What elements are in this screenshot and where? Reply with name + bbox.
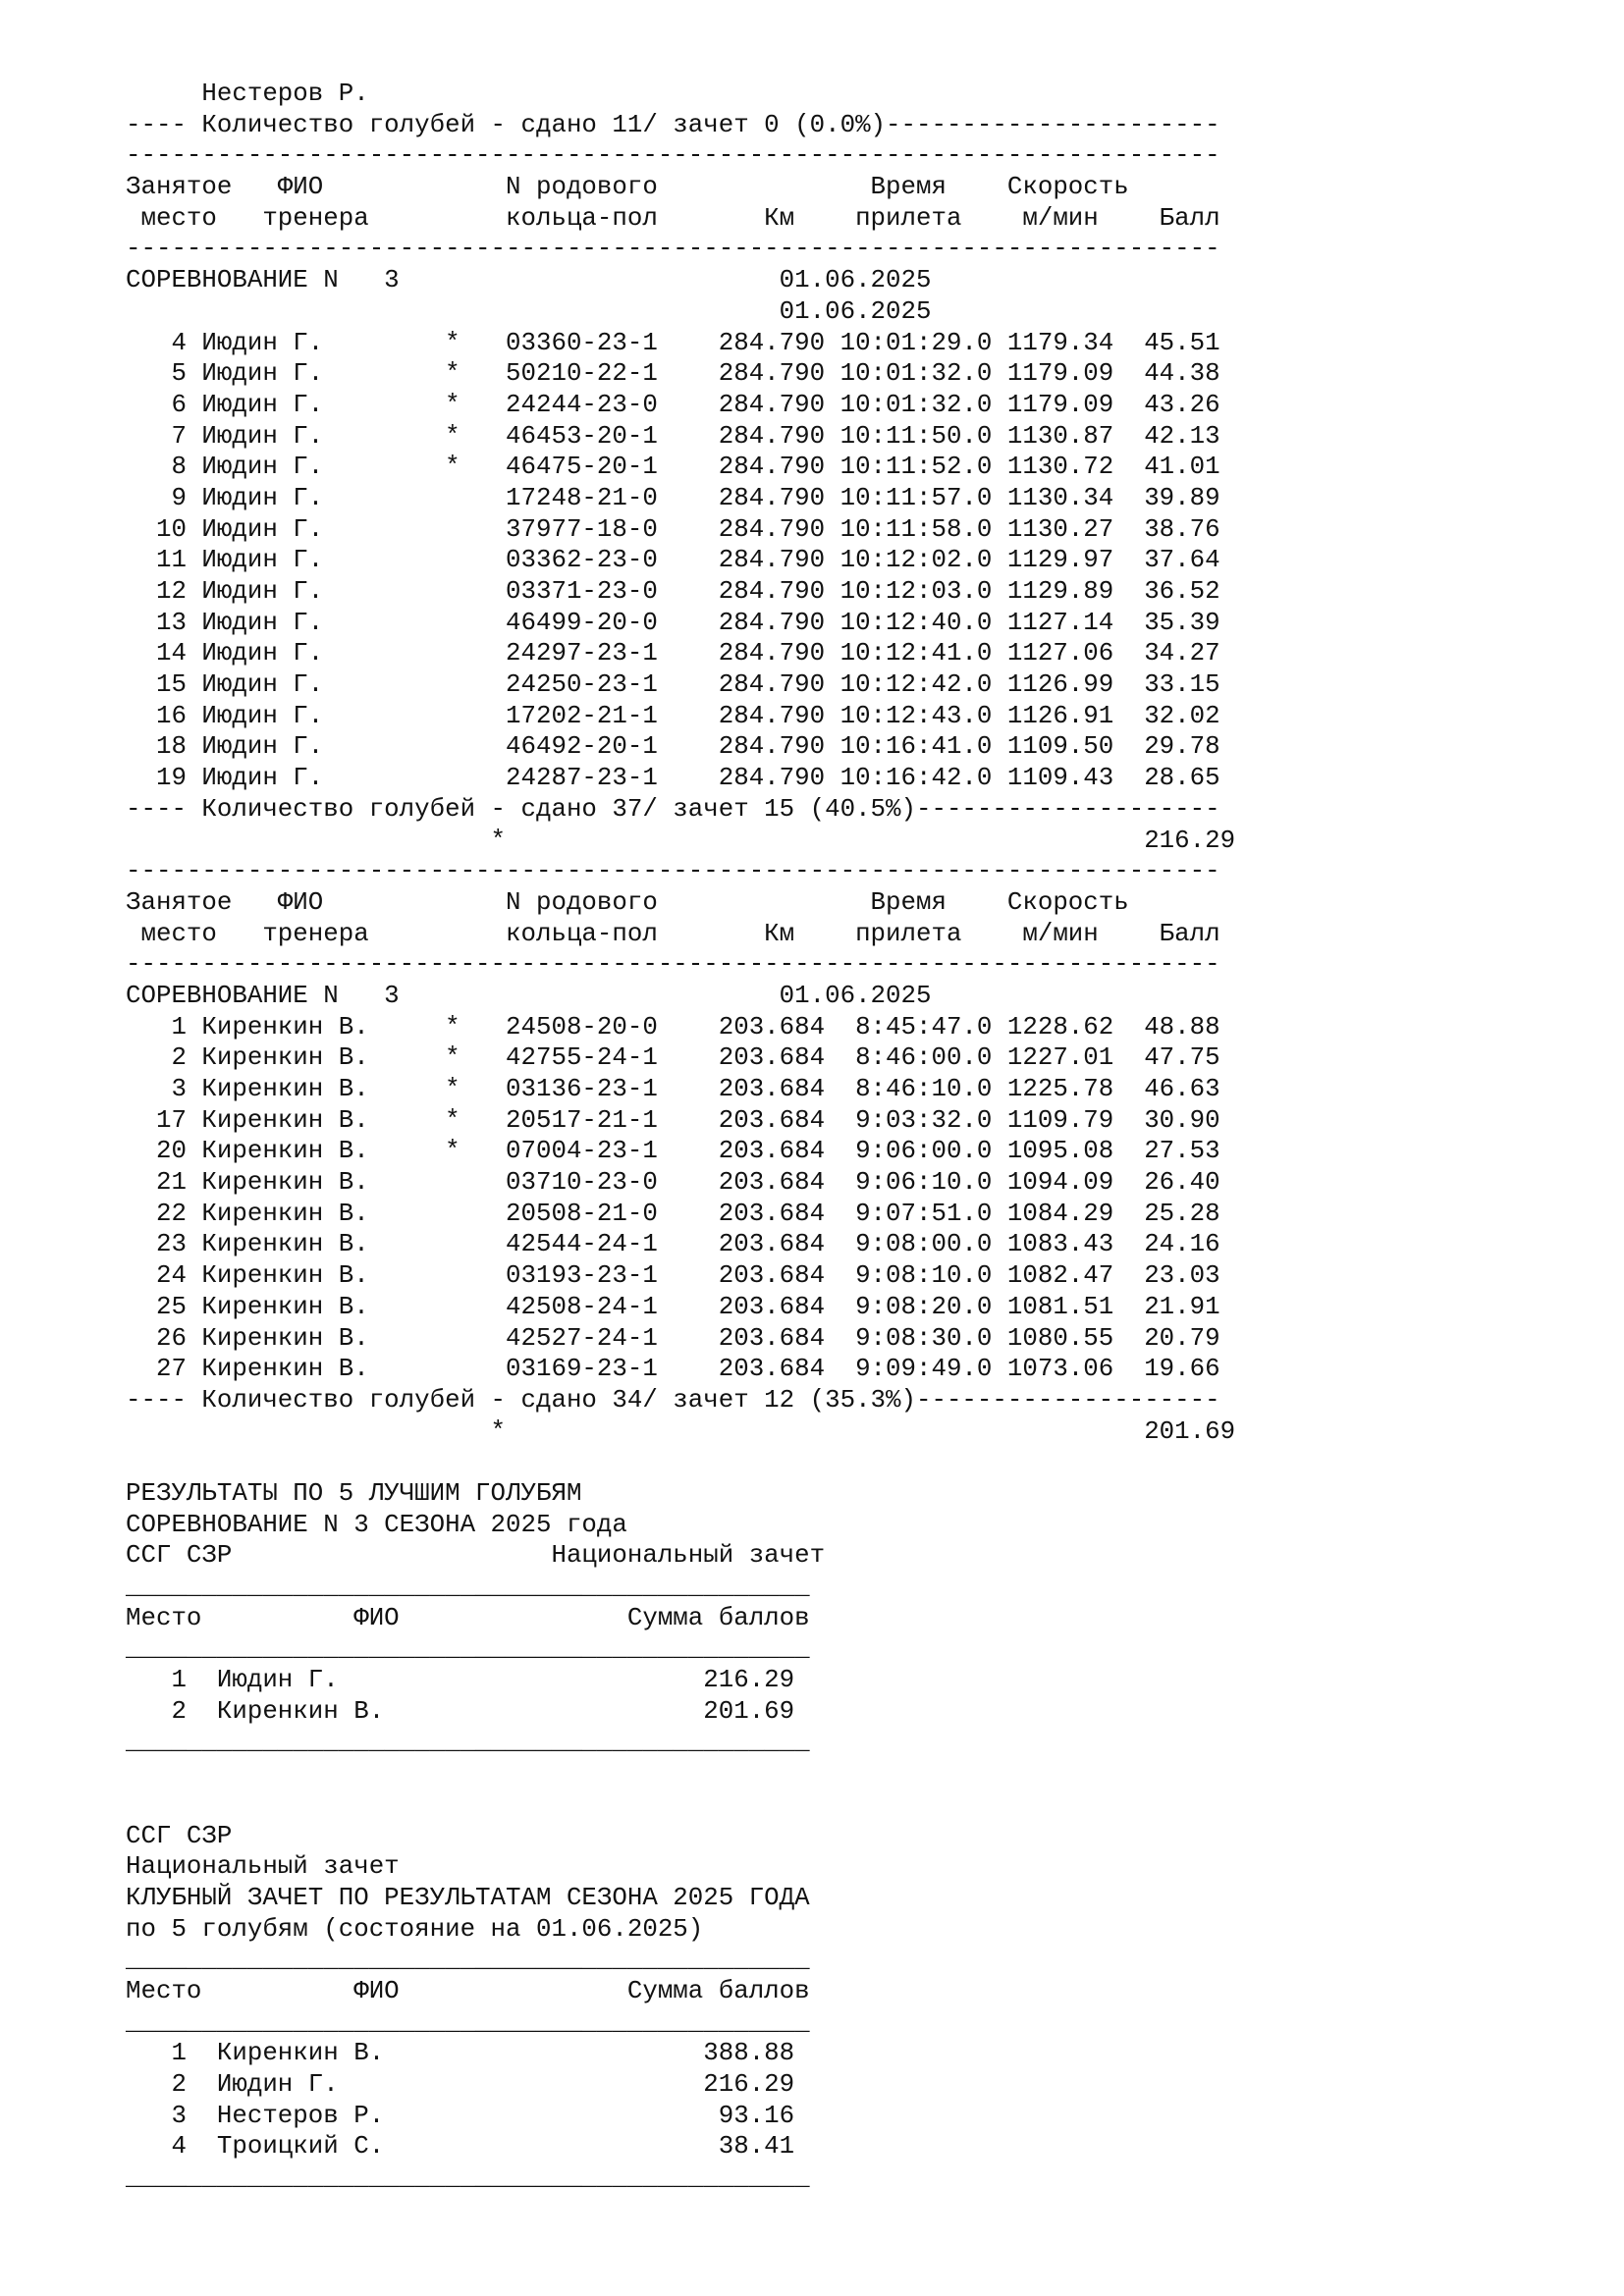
report-line: 4 Июдин Г. * 03360-23-1 284.790 10:01:29.0 1179.34 45.51 [126,328,1220,357]
report-line: 2 Июдин Г. 216.29 [126,2070,795,2099]
report-line: ------------------------------------------------------------------------ [126,950,1220,980]
report-line: РЕЗУЛЬТАТЫ ПО 5 ЛУЧШИМ ГОЛУБЯМ [126,1478,582,1508]
report-line [126,1758,1235,1789]
report-line: _____________________________________________ [126,2163,810,2193]
report-line: * 201.69 [126,1416,1236,1446]
report-line: Занятое ФИО N родового Время Скорость [126,887,1129,917]
report-line: ---- Количество голубей - сдано 37/ зачет 15 (40.5%)-------------------- [126,794,1220,824]
report-line: КЛУБНЫЙ ЗАЧЕТ ПО РЕЗУЛЬТАТАМ СЕЗОНА 2025 ГОДА [126,1883,810,1912]
report-line: _____________________________________________ [126,1573,810,1601]
report-line: Национальный зачет [126,1852,400,1882]
report-line: 19 Июдин Г. 24287-23-1 284.790 10:16:42.0 1109.43 28.65 [126,764,1220,793]
report-line: ССГ СЗР [126,1821,233,1850]
report-line: Место ФИО Сумма баллов [126,1976,810,2005]
report-line: 13 Июдин Г. 46499-20-0 284.790 10:12:40.0 1127.14 35.39 [126,608,1220,637]
report-line [126,1447,1235,1478]
report-line: СОРЕВНОВАНИЕ N 3 01.06.2025 [126,981,932,1010]
report-line: место тренера кольца-пол Км прилета м/мин Балл [126,919,1220,948]
report-line: 11 Июдин Г. 03362-23-0 284.790 10:12:02.0 1129.97 37.64 [126,546,1220,575]
report-line: 14 Июдин Г. 24297-23-1 284.790 10:12:41.0 1127.06 34.27 [126,639,1220,668]
report-line: 3 Киренкин В. * 03136-23-1 203.684 8:46:10.0 1225.78 46.63 [126,1075,1220,1103]
report-line: 2 Киренкин В. 201.69 [126,1696,795,1726]
report-document [126,79,1235,2194]
report-line: 1 Июдин Г. 216.29 [126,1666,795,1695]
report-line: 16 Июдин Г. 17202-21-1 284.790 10:12:43.0 1126.91 32.02 [126,701,1220,730]
report-line: * 216.29 [126,826,1236,855]
report-line: 23 Киренкин В. 42544-24-1 203.684 9:08:00.0 1083.43 24.16 [126,1230,1220,1259]
report-line: _____________________________________________ [126,2007,810,2037]
report-line: Место ФИО Сумма баллов [126,1603,810,1632]
report-line: 5 Июдин Г. * 50210-22-1 284.790 10:01:32.0 1179.09 44.38 [126,359,1220,389]
report-line: 10 Июдин Г. 37977-18-0 284.790 10:11:58.0 1130.27 38.76 [126,514,1220,544]
report-line: 8 Июдин Г. * 46475-20-1 284.790 10:11:52.0 1130.72 41.01 [126,453,1220,482]
report-line: 01.06.2025 [126,296,932,326]
report-line: 1 Киренкин В. 388.88 [126,2039,795,2068]
report-line: ---- Количество голубей - сдано 11/ зачет 0 (0.0%)---------------------- [126,110,1220,139]
report-line: СОРЕВНОВАНИЕ N 3 01.06.2025 [126,266,932,295]
report-line: 27 Киренкин В. 03169-23-1 203.684 9:09:49.0 1073.06 19.66 [126,1355,1220,1384]
report-line: 15 Июдин Г. 24250-23-1 284.790 10:12:42.0 1126.99 33.15 [126,670,1220,700]
report-line: _____________________________________________ [126,1728,810,1757]
report-line: Занятое ФИО N родового Время Скорость [126,173,1129,202]
report-line: 12 Июдин Г. 03371-23-0 284.790 10:12:03.0 1129.89 36.52 [126,577,1220,606]
report-line: 4 Троицкий С. 38.41 [126,2132,795,2162]
report-line: ССГ СЗР Национальный зачет [126,1541,826,1571]
report-line: 24 Киренкин В. 03193-23-1 203.684 9:08:10.0 1082.47 23.03 [126,1261,1220,1291]
report-line: _____________________________________________ [126,1946,810,1975]
report-line: 7 Июдин Г. * 46453-20-1 284.790 10:11:50.0 1130.87 42.13 [126,421,1220,451]
report-line: 6 Июдин Г. * 24244-23-0 284.790 10:01:32.0 1179.09 43.26 [126,390,1220,419]
report-line: 1 Киренкин В. * 24508-20-0 203.684 8:45:47.0 1228.62 48.88 [126,1012,1220,1041]
report-line: 18 Июдин Г. 46492-20-1 284.790 10:16:41.0 1109.50 29.78 [126,732,1220,762]
report-line: 17 Киренкин В. * 20517-21-1 203.684 9:03:32.0 1109.79 30.90 [126,1105,1220,1135]
report-line: 9 Июдин Г. 17248-21-0 284.790 10:11:57.0 1130.34 39.89 [126,483,1220,512]
report-line [126,1789,1235,1821]
report-line: 22 Киренкин В. 20508-21-0 203.684 9:07:51.0 1084.29 25.28 [126,1199,1220,1228]
report-line: 25 Киренкин В. 42508-24-1 203.684 9:08:20.0 1081.51 21.91 [126,1292,1220,1321]
report-line: 3 Нестеров Р. 93.16 [126,2101,795,2130]
report-line: 21 Киренкин В. 03710-23-0 203.684 9:06:10.0 1094.09 26.40 [126,1168,1220,1198]
report-line: СОРЕВНОВАНИЕ N 3 СЕЗОНА 2025 года [126,1510,627,1539]
report-line: 26 Киренкин В. 42527-24-1 203.684 9:08:30.0 1080.55 20.79 [126,1323,1220,1353]
report-line: 2 Киренкин В. * 42755-24-1 203.684 8:46:00.0 1227.01 47.75 [126,1043,1220,1073]
report-line: ---- Количество голубей - сдано 34/ зачет 12 (35.3%)-------------------- [126,1385,1220,1415]
report-line: _____________________________________________ [126,1634,810,1664]
report-line: ------------------------------------------------------------------------ [126,141,1220,171]
report-line: ------------------------------------------------------------------------ [126,235,1220,264]
report-line: 20 Киренкин В. * 07004-23-1 203.684 9:06:00.0 1095.08 27.53 [126,1137,1220,1166]
report-line: место тренера кольца-пол Км прилета м/мин Балл [126,203,1220,233]
report-line: по 5 голубям (состояние на 01.06.2025) [126,1914,704,1944]
report-line: Нестеров Р. [126,80,369,108]
report-line: ------------------------------------------------------------------------ [126,857,1220,886]
